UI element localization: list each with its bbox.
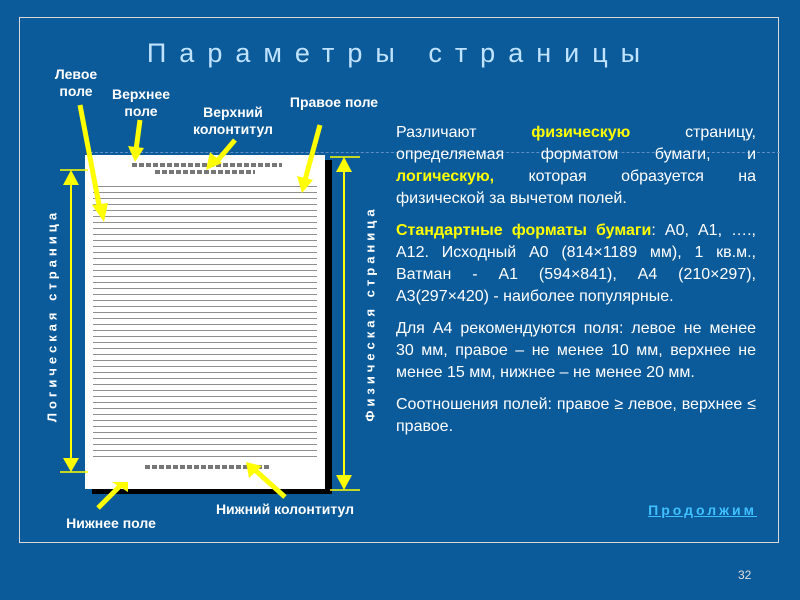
p1-text-c: страницу, определяемая форматом бумаги, и bbox=[396, 124, 756, 163]
physical-page-arrowhead-bottom bbox=[336, 475, 352, 490]
paragraph-3: Для А4 рекомендуются поля: левое не менее 30 мм, правое – не менее 10 мм, верхнее не менее 15 мм, нижнее – не менее 20 мм. bbox=[396, 320, 756, 381]
physical-page-arrowhead-top bbox=[336, 157, 352, 172]
label-header: Верхний колонтитул bbox=[193, 104, 273, 137]
paragraph-1 bbox=[396, 122, 756, 210]
label-left-margin: Левое поле bbox=[54, 66, 98, 99]
top-margin-arrowhead bbox=[128, 146, 144, 162]
header-arrow bbox=[218, 140, 235, 160]
label-bottom-margin: Нижнее поле bbox=[66, 515, 156, 531]
paragraph-2 bbox=[396, 220, 756, 308]
page-title: Параметры страницы bbox=[146, 38, 654, 68]
logical-page-arrowhead-top bbox=[63, 170, 79, 185]
label-footer: Нижний колонтитул bbox=[215, 501, 355, 517]
label-top-margin: Верхнее поле bbox=[111, 86, 171, 119]
right-margin-arrowhead bbox=[297, 176, 313, 193]
label-physical-page: Физическая страница bbox=[362, 205, 378, 422]
continue-link[interactable]: Продолжим bbox=[648, 502, 757, 518]
p2-highlight-formats: Стандартные форматы бумаги bbox=[396, 222, 652, 239]
p1-highlight-physical: физическую bbox=[531, 124, 631, 141]
p1-text-e: которая образуется на физической за вычетом полей. bbox=[396, 168, 756, 207]
bottom-margin-arrow bbox=[98, 486, 120, 508]
logical-page-arrowhead-bottom bbox=[63, 458, 79, 472]
p1-highlight-logical: логическую, bbox=[396, 168, 495, 185]
label-right-margin: Правое поле bbox=[289, 94, 379, 110]
left-margin-arrow bbox=[80, 105, 100, 210]
left-margin-arrowhead bbox=[92, 203, 108, 222]
top-margin-arrow bbox=[136, 120, 140, 150]
page-number: 32 bbox=[738, 568, 752, 582]
p2-text-b: : А0, А1, …., А12. Исходный А0 (814×1189 мм), 1 кв.м., Ватман - А1 (594×841), А4 (210×297), А3(297×420) - наиболее популярные. bbox=[396, 222, 757, 305]
paragraph-4: Соотношения полей: правое ≥ левое, верхнее ≤ правое. bbox=[396, 396, 756, 435]
right-margin-arrow bbox=[305, 125, 320, 180]
body-text bbox=[396, 122, 756, 448]
label-logical-page: Логическая страница bbox=[44, 208, 60, 423]
footer-arrow bbox=[255, 470, 285, 497]
p1-text-a: Различают bbox=[396, 124, 532, 141]
